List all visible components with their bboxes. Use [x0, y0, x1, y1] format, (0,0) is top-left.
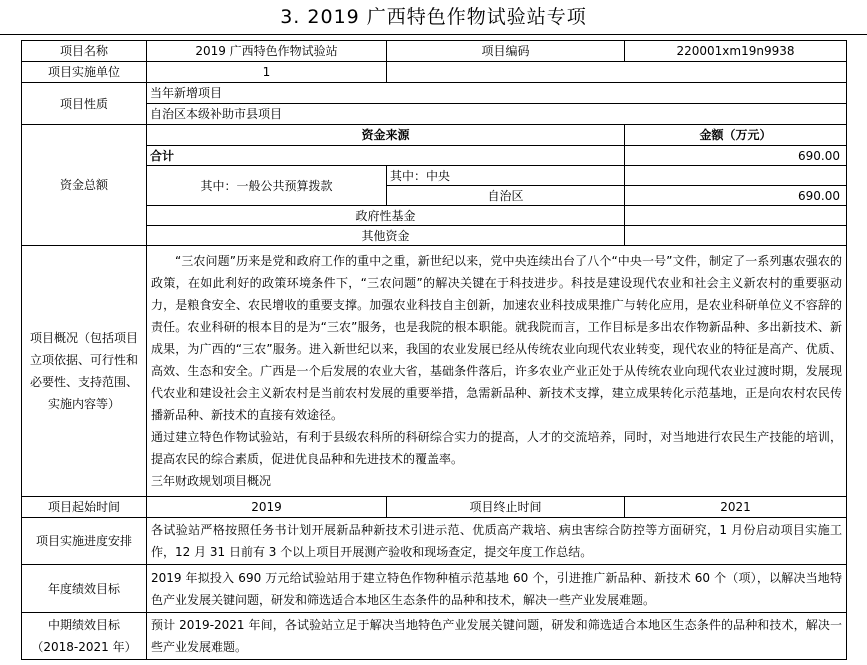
end-time-value: 2021	[625, 497, 847, 518]
project-code-value: 220001xm19n9938	[625, 41, 847, 62]
implementing-unit-value: 1	[147, 62, 387, 83]
row-funds-header	[22, 125, 847, 146]
project-name-value: 2019 广西特色作物试验站	[147, 41, 387, 62]
row-mid-goal	[22, 613, 847, 660]
page-title: 3. 2019 广西特色作物试验站专项	[0, 0, 867, 35]
row-overview	[22, 246, 847, 497]
gov-fund-label: 政府性基金	[147, 206, 625, 226]
annual-goal-label: 年度绩效目标	[22, 565, 147, 613]
funds-total-value: 690.00	[625, 146, 847, 166]
project-name-label: 项目名称	[22, 41, 147, 62]
progress-value: 各试验站严格按照任务书计划开展新品种新技术引进示范、优质高产栽培、病虫害综合防控等方面研究，1 月份启动项目实施工作，12 月 31 日前有 3 个以上项目开展测产验收和现场查定，提交年度工作总结。	[147, 518, 847, 565]
project-nature-value-1: 当年新增项目	[147, 83, 847, 104]
progress-label: 项目实施进度安排	[22, 518, 147, 565]
row-progress	[22, 518, 847, 565]
central-label: 其中：中央	[387, 166, 625, 186]
funds-source-header: 资金来源	[147, 125, 625, 146]
gov-fund-value	[625, 206, 847, 226]
region-label: 自治区	[387, 186, 625, 206]
funds-amount-header: 金额（万元）	[625, 125, 847, 146]
general-budget-label: 其中：一般公共预算拨款	[147, 166, 387, 206]
implementing-unit-label: 项目实施单位	[22, 62, 147, 83]
other-fund-value	[625, 226, 847, 246]
funds-total-label: 资金总额	[22, 125, 147, 246]
end-time-label: 项目终止时间	[387, 497, 625, 518]
project-nature-label: 项目性质	[22, 83, 147, 125]
funds-total-row-label: 合计	[147, 146, 625, 166]
project-table	[21, 40, 847, 660]
annual-goal-value: 2019 年拟投入 690 万元给试验站用于建立特色作物种植示范基地 60 个，引进推广新品种、新技术 60 个（项），以解决当地特色产业发展关键问题，研发和筛选适合本地区生态条件的品种和技术，解决一些产业发展难题。	[147, 565, 847, 613]
row-annual-goal	[22, 565, 847, 613]
mid-goal-label-line-1: 中期绩效目标	[47, 618, 120, 632]
overview-paragraph-1: “三农问题”历来是党和政府工作的重中之重，新世纪以来，党中央连续出台了八个“中央一号”文件，制定了一系列惠农强农的政策，在如此利好的政策环境条件下，“三农问题”的解决关键在于科技进步。科技是建设现代农业和社会主义新农村的重要驱动力，是粮食安全、农民增收的重要支撑。加强农业科技自主创新，加速农业科技成果推广与转化应用，是农业科研单位义不容辞的责任。农业科研的根本目的是为“三农”服务，也是我院的根本职能。就我院而言，工作目标是多出农作物新品种、多出新技术、新成果，为广西的“三农”服务。进入新世纪以来，我国的农业发展已经从传统农业向现代农业转变，现代农业的特征是高产、优质、高效、生态和安全。广西是一个后发展的农业大省，基础条件落后，许多农业产业正处于从传统农业向现代农业过渡时期，发展现代农业和建设社会主义新农村是当前农村发展的重要举措，急需新品种、新技术支撑，建立成果转化示范基地，正是向农村农民传播新品种、新技术的直接有效途径。	[151, 254, 842, 422]
start-time-label: 项目起始时间	[22, 497, 147, 518]
central-value	[625, 166, 847, 186]
other-fund-label: 其他资金	[147, 226, 625, 246]
mid-goal-label-line-2: （2018-2021 年）	[31, 640, 137, 654]
project-code-label: 项目编码	[387, 41, 625, 62]
overview-content	[147, 246, 847, 497]
row-implementing-unit	[22, 62, 847, 83]
overview-paragraph-3: 三年财政规划项目概况	[151, 474, 272, 488]
overview-paragraph-2: 通过建立特色作物试验站，有利于县级农科所的科研综合实力的提高，人才的交流培养，同时，对当地进行农民生产技能的培训，提高农民的综合素质，促进优良品种和先进技术的覆盖率。	[151, 430, 842, 466]
mid-goal-value: 预计 2019-2021 年间，各试验站立足于解决当地特色产业发展关键问题，研发和筛选适合本地区生态条件的品种和技术，解决一些产业发展难题。	[147, 613, 847, 660]
mid-goal-label	[22, 613, 147, 660]
row-timeline	[22, 497, 847, 518]
region-value: 690.00	[625, 186, 847, 206]
start-time-value: 2019	[147, 497, 387, 518]
row-project-nature-1	[22, 83, 847, 104]
overview-label: 项目概况（包括项目立项依据、可行性和必要性、支持范围、实施内容等）	[22, 246, 147, 497]
row-project-name	[22, 41, 847, 62]
project-nature-value-2: 自治区本级补助市县项目	[147, 104, 847, 125]
implementing-unit-blank	[387, 62, 847, 83]
